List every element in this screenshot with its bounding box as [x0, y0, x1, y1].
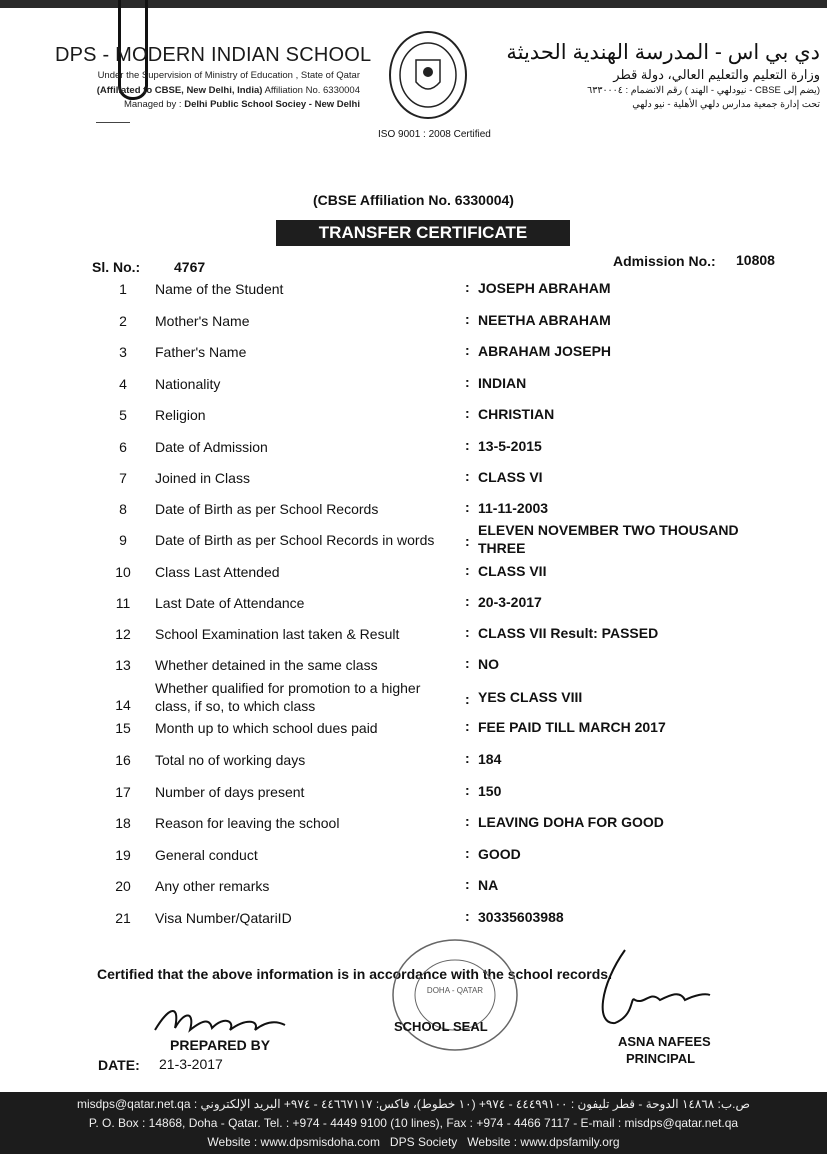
date-label: DATE:: [98, 1057, 140, 1073]
row-number: 18: [115, 815, 131, 831]
row-number: 2: [119, 313, 127, 329]
row-number: 14: [115, 697, 131, 713]
row-label: Any other remarks: [155, 878, 270, 894]
row-label: Mother's Name: [155, 313, 250, 329]
row-number: 6: [119, 439, 127, 455]
supervision-line: Under the Supervision of Ministry of Education , State of Qatar: [97, 70, 360, 81]
row-value: LEAVING DOHA FOR GOOD: [478, 814, 664, 830]
row-value: YES CLASS VIII: [478, 689, 583, 705]
row-colon: :: [465, 624, 470, 640]
admission-no-value: 10808: [736, 252, 775, 268]
sl-no-label: Sl. No.:: [92, 259, 141, 275]
row-number: 21: [115, 910, 131, 926]
row-value: 20-3-2017: [478, 594, 542, 610]
divider: [96, 122, 130, 123]
row-colon: :: [465, 562, 470, 578]
row-colon: :: [465, 533, 470, 549]
row-label: Nationality: [155, 376, 221, 392]
row-colon: :: [465, 845, 470, 861]
arabic-affiliation: (يضم إلى CBSE - نيودلهي - الهند ) رقم الانضمام : ٦٣٣٠٠٠٤: [587, 85, 820, 96]
row-colon: :: [465, 908, 470, 924]
row-value: ABRAHAM JOSEPH: [478, 343, 612, 359]
row-label: Last Date of Attendance: [155, 595, 305, 611]
principal-signature: [595, 945, 715, 1030]
row-value: NA: [478, 877, 499, 893]
admission-no-label: Admission No.:: [613, 253, 716, 269]
row-label: Whether detained in the same class: [155, 657, 378, 673]
footer-contact: P. O. Box : 14868, Doha - Qatar. Tel. : +974 - 4449 9100 (10 lines), Fax : +974 - 4466 7117 - E-mail : misdps@qatar.net.qa: [88, 1116, 739, 1130]
cbse-affiliation: (CBSE Affiliation No. 6330004): [313, 192, 514, 208]
school-seal-label: SCHOOL SEAL: [394, 1019, 488, 1034]
row-number: 15: [115, 720, 131, 736]
row-value: FEE PAID TILL MARCH 2017: [478, 719, 666, 735]
row-label: Total no of working days: [155, 752, 306, 768]
date-value: 21-3-2017: [159, 1056, 223, 1072]
row-value: CLASS VII Result: PASSED: [478, 625, 659, 641]
principal-name: ASNA NAFEES: [618, 1034, 711, 1049]
certificate-title: TRANSFER CERTIFICATE: [276, 220, 570, 246]
row-colon: :: [465, 876, 470, 892]
row-value: GOOD: [478, 846, 521, 862]
certification-statement: Certified that the above information is in accordance with the school records.: [97, 966, 612, 982]
sl-no-value: 4767: [174, 259, 206, 275]
row-label: Visa Number/QatariID: [155, 910, 292, 926]
arabic-school-name: دي بي اس - المدرسة الهندية الحديثة: [506, 41, 820, 64]
row-colon: :: [465, 782, 470, 798]
row-colon: :: [465, 405, 470, 421]
row-number: 4: [119, 376, 127, 392]
row-number: 17: [115, 784, 131, 800]
iso-certified: ISO 9001 : 2008 Certified: [378, 129, 491, 140]
row-colon: :: [465, 311, 470, 327]
row-number: 11: [115, 595, 131, 611]
arabic-managed: تحت إدارة جمعية مدارس دلهي الأهلية - نيو دلهي: [632, 99, 820, 110]
footer-arabic: ص.ب: ١٤٨٦٨ الدوحة - قطر تليفون : ٤٤٤٩٩١٠٠ - ٩٧٤+ (١٠ خطوط)، فاكس: ٤٤٦٦٧١١٧ - ٩٧٤+ البريد الإلكتروني : misdps@qatar.net.qa: [76, 1097, 751, 1111]
preparer-signature: [150, 1000, 290, 1040]
row-number: 16: [115, 752, 131, 768]
managed-by: Delhi Public School Sociey - New Delhi: [184, 99, 360, 110]
row-label: Date of Birth as per School Records: [155, 501, 379, 517]
row-colon: :: [465, 718, 470, 734]
row-number: 8: [119, 501, 127, 517]
row-value: NEETHA ABRAHAM: [478, 312, 611, 328]
row-colon: :: [465, 437, 470, 453]
row-number: 13: [115, 657, 131, 673]
row-value: 150: [478, 783, 502, 799]
row-value: NO: [478, 656, 499, 672]
row-number: 3: [119, 344, 127, 360]
managed-prefix: Managed by :: [123, 99, 185, 110]
row-value: 11-11-2003: [478, 500, 549, 516]
row-colon: :: [465, 499, 470, 515]
row-label: Name of the Student: [155, 281, 284, 297]
row-value: 30335603988: [478, 909, 564, 925]
row-number: 7: [119, 470, 127, 486]
row-label: Reason for leaving the school: [155, 815, 340, 831]
row-value: CLASS VII: [478, 563, 547, 579]
row-number: 1: [119, 281, 127, 297]
row-label: Joined in Class: [155, 470, 250, 486]
principal-title: PRINCIPAL: [626, 1051, 696, 1066]
row-colon: :: [465, 468, 470, 484]
row-colon: :: [465, 813, 470, 829]
footer: [0, 1092, 827, 1154]
row-colon: :: [465, 279, 470, 295]
arabic-ministry: وزارة التعليم والتعليم العالي، دولة قطر: [613, 67, 820, 82]
row-value: ELEVEN NOVEMBER TWO THOUSAND THREE: [478, 522, 739, 556]
row-label: Whether qualified for promotion to a higher class, if so, to which class: [155, 680, 421, 714]
row-number: 10: [115, 564, 131, 580]
row-colon: :: [465, 593, 470, 609]
row-label: General conduct: [155, 847, 258, 863]
row-number: 20: [115, 878, 131, 894]
row-colon: :: [465, 655, 470, 671]
row-label: Date of Birth as per School Records in words: [155, 532, 435, 548]
row-value: JOSEPH ABRAHAM: [478, 280, 611, 296]
row-number: 12: [115, 626, 131, 642]
row-value: CLASS VI: [478, 469, 543, 485]
row-colon: :: [465, 342, 470, 358]
affiliated-text: (Affiliated to CBSE, New Delhi, India): [96, 85, 263, 96]
row-label: Father's Name: [155, 344, 247, 360]
school-name: DPS - MODERN INDIAN SCHOOL: [55, 44, 372, 66]
row-value: INDIAN: [478, 375, 527, 391]
affiliation-line: [0, 85, 360, 96]
row-label: Number of days present: [155, 784, 305, 800]
row-colon: :: [465, 374, 470, 390]
row-value: 184: [478, 751, 502, 767]
seal-inner-text: DOHA - QATAR: [426, 986, 484, 995]
managed-line: [0, 99, 360, 110]
row-number: 19: [115, 847, 131, 863]
row-value: 13-5-2015: [478, 438, 542, 454]
row-number: 5: [119, 407, 127, 423]
affiliation-no: Affiliation No. 6330004: [262, 85, 360, 96]
row-label: Religion: [155, 407, 206, 423]
row-colon: :: [465, 750, 470, 766]
row-label: Month up to which school dues paid: [155, 720, 378, 736]
row-label: Class Last Attended: [155, 564, 280, 580]
row-label: School Examination last taken & Result: [155, 626, 400, 642]
footer-websites: Website : www.dpsmisdoha.com DPS Society Website : www.dpsfamily.org: [207, 1135, 620, 1149]
row-value: CHRISTIAN: [478, 406, 555, 422]
row-label: Date of Admission: [155, 439, 268, 455]
prepared-by-label: PREPARED BY: [170, 1037, 271, 1053]
row-number: 9: [119, 532, 127, 548]
row-colon: :: [465, 691, 470, 707]
school-seal-stamp: [388, 935, 523, 1055]
